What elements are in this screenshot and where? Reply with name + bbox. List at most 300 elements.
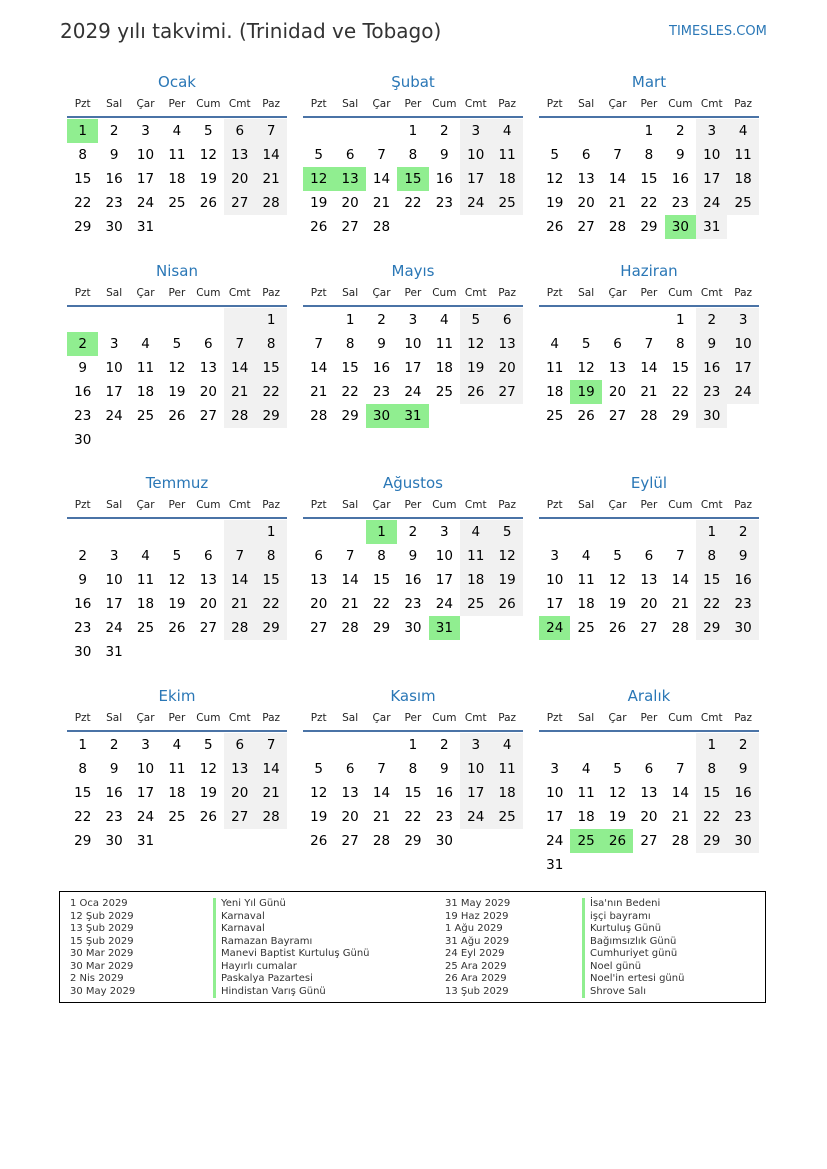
day-cell: 7 (377, 147, 386, 163)
weekday-label: Çar (608, 499, 627, 511)
day-cell: 6 (644, 548, 654, 564)
day-cell: 8 (676, 336, 685, 352)
day-cell: 17 (727, 356, 758, 380)
day-cell: 12 (491, 544, 522, 568)
day-cell: 26 (310, 833, 328, 849)
weekday-label: Çar (136, 287, 155, 299)
day-cell: 2 (377, 312, 386, 328)
day-cell: 23 (74, 408, 92, 424)
month-name: Eylül (630, 474, 668, 492)
day-cell: 25 (460, 592, 491, 616)
day-cell: 6 (345, 761, 355, 777)
day-cell: 4 (491, 119, 522, 143)
day-grid (303, 118, 523, 239)
legend-holiday-name: Shrove Salı (582, 986, 684, 999)
weekday-label: Cmt (464, 712, 487, 724)
empty-cell (633, 308, 664, 332)
day-cell: 10 (546, 572, 564, 588)
day-cell: 25 (168, 809, 186, 825)
day-cell: 5 (172, 548, 182, 564)
legend-holiday-name: Bağımsızlık Günü (582, 936, 684, 949)
legend-holiday-name: Karnaval (213, 911, 370, 924)
weekday-label: Per (168, 499, 186, 511)
day-cell: 1 (67, 119, 98, 143)
empty-cell (539, 308, 570, 332)
day-cell: 31 (546, 857, 564, 873)
weekday-label: Paz (734, 712, 753, 724)
day-cell: 16 (74, 384, 92, 400)
day-cell: 28 (341, 620, 359, 636)
day-cell: 1 (255, 308, 286, 332)
day-cell: 19 (199, 171, 217, 187)
day-cell: 24 (136, 195, 155, 211)
day-cell: 13 (224, 757, 255, 781)
day-cell: 27 (224, 191, 255, 215)
day-cell: 17 (546, 809, 564, 825)
day-cell: 14 (671, 572, 689, 588)
day-cell: 24 (727, 380, 758, 404)
empty-cell (602, 308, 633, 332)
empty-cell (193, 520, 224, 544)
day-cell: 31 (136, 833, 155, 849)
day-cell: 13 (640, 785, 658, 801)
day-cell: 13 (310, 572, 328, 588)
day-cell: 2 (696, 308, 727, 332)
weekday-label: Cmt (228, 98, 251, 110)
day-cell: 10 (404, 336, 422, 352)
weekday-label: Pzt (546, 499, 563, 511)
day-cell: 1 (408, 123, 418, 139)
empty-cell (633, 520, 664, 544)
day-cell: 19 (168, 596, 186, 612)
day-cell: 3 (550, 761, 559, 777)
day-cell: 27 (491, 380, 522, 404)
day-cell: 2 (440, 123, 449, 139)
day-cell: 31 (429, 616, 460, 640)
day-cell: 3 (109, 336, 119, 352)
day-cell: 4 (727, 119, 758, 143)
weekday-label: Pzt (310, 712, 327, 724)
weekday-label: Cmt (464, 287, 487, 299)
day-cell: 23 (727, 592, 758, 616)
day-cell: 27 (577, 219, 595, 235)
weekday-label: Per (404, 499, 422, 511)
month-12 (539, 686, 759, 877)
legend-holiday-name: işçi bayramı (582, 911, 684, 924)
weekday-label: Paz (262, 712, 281, 724)
day-cell: 9 (440, 147, 449, 163)
day-cell: 25 (491, 805, 522, 829)
day-cell: 24 (435, 596, 453, 612)
day-cell: 20 (491, 356, 522, 380)
weekday-label: Cum (196, 98, 221, 110)
day-cell: 6 (204, 336, 213, 352)
day-cell: 13 (224, 143, 255, 167)
empty-cell (130, 308, 161, 332)
day-cell: 23 (404, 596, 422, 612)
day-cell: 9 (78, 360, 87, 376)
weekday-label: Paz (734, 98, 753, 110)
day-cell: 1 (644, 123, 654, 139)
day-cell: 20 (224, 167, 255, 191)
empty-cell (570, 733, 601, 757)
weekday-label: Sal (578, 499, 595, 511)
day-cell: 16 (435, 171, 453, 187)
weekday-label: Cmt (228, 499, 251, 511)
month-name: Kasım (390, 687, 436, 705)
weekday-label: Cum (432, 712, 457, 724)
day-cell: 2 (109, 123, 119, 139)
day-cell: 20 (608, 384, 627, 400)
weekday-label: Çar (136, 712, 155, 724)
day-cell: 20 (224, 781, 255, 805)
day-cell: 4 (141, 548, 150, 564)
day-cell: 21 (341, 596, 359, 612)
weekday-label: Cmt (228, 287, 251, 299)
day-cell: 26 (310, 219, 328, 235)
day-cell: 5 (204, 123, 213, 139)
day-cell: 21 (255, 781, 286, 805)
day-cell: 18 (435, 360, 453, 376)
empty-cell (224, 520, 255, 544)
day-cell: 27 (640, 620, 658, 636)
legend-date: 13 Şub 2029 (70, 923, 134, 934)
weekday-label: Per (404, 712, 422, 724)
day-cell: 29 (404, 833, 422, 849)
day-cell: 25 (546, 408, 564, 424)
empty-cell (303, 520, 334, 544)
day-cell: 15 (341, 360, 359, 376)
brand-link[interactable]: TIMESLES.COM (669, 24, 767, 39)
weekday-label: Paz (734, 287, 753, 299)
day-cell: 7 (345, 548, 355, 564)
weekday-label: Paz (498, 287, 517, 299)
day-cell: 17 (136, 171, 155, 187)
day-cell: 29 (372, 620, 391, 636)
day-cell: 25 (136, 408, 155, 424)
day-cell: 7 (676, 548, 685, 564)
day-cell: 18 (136, 596, 155, 612)
day-cell: 5 (314, 147, 323, 163)
day-cell: 6 (224, 733, 255, 757)
day-cell: 20 (310, 596, 328, 612)
day-cell: 10 (727, 332, 758, 356)
day-cell: 7 (255, 119, 286, 143)
weekday-label: Paz (498, 712, 517, 724)
day-cell: 29 (696, 616, 727, 640)
day-cell: 9 (696, 332, 727, 356)
day-cell: 13 (640, 572, 658, 588)
day-cell: 17 (546, 596, 564, 612)
weekday-label: Paz (734, 499, 753, 511)
day-cell: 14 (640, 360, 658, 376)
weekday-header (539, 493, 759, 519)
day-cell: 13 (341, 785, 359, 801)
day-cell: 13 (199, 572, 217, 588)
day-cell: 19 (199, 785, 217, 801)
legend-date: 1 Oca 2029 (70, 898, 128, 909)
day-cell: 10 (136, 147, 155, 163)
empty-cell (539, 520, 570, 544)
day-cell: 26 (199, 809, 217, 825)
day-cell: 5 (550, 147, 559, 163)
day-cell: 14 (224, 356, 255, 380)
empty-cell (602, 733, 633, 757)
day-cell: 28 (671, 833, 689, 849)
day-cell: 11 (168, 761, 186, 777)
day-cell: 4 (440, 312, 449, 328)
month-4 (67, 261, 287, 452)
weekday-label: Cum (668, 98, 693, 110)
day-cell: 31 (105, 644, 123, 660)
day-cell: 14 (372, 171, 391, 187)
weekday-label: Paz (262, 287, 281, 299)
day-cell: 1 (696, 520, 727, 544)
day-cell: 6 (314, 548, 323, 564)
day-cell: 22 (696, 592, 727, 616)
weekday-label: Pzt (74, 98, 91, 110)
day-cell: 12 (310, 785, 328, 801)
empty-cell (570, 119, 601, 143)
day-cell: 18 (727, 167, 758, 191)
day-cell: 2 (727, 733, 758, 757)
day-cell: 29 (696, 829, 727, 853)
empty-cell (334, 733, 365, 757)
empty-cell (130, 520, 161, 544)
day-cell: 16 (105, 171, 123, 187)
day-cell: 9 (440, 761, 449, 777)
day-cell: 5 (314, 761, 323, 777)
day-cell: 3 (550, 548, 559, 564)
day-cell: 7 (377, 761, 386, 777)
day-cell: 21 (224, 380, 255, 404)
legend-date: 2 Nis 2029 (70, 973, 124, 984)
weekday-label: Cum (196, 499, 221, 511)
day-cell: 16 (727, 781, 758, 805)
day-cell: 8 (408, 147, 418, 163)
day-cell: 16 (74, 596, 92, 612)
legend-date: 26 Ara 2029 (445, 973, 507, 984)
day-cell: 29 (671, 408, 689, 424)
day-cell: 15 (397, 167, 428, 191)
day-cell: 1 (408, 737, 418, 753)
day-cell: 15 (640, 171, 658, 187)
day-cell: 29 (255, 404, 286, 428)
day-cell: 11 (435, 336, 453, 352)
empty-cell (602, 119, 633, 143)
day-cell: 3 (408, 312, 418, 328)
month-name: Şubat (391, 73, 435, 91)
day-cell: 24 (539, 616, 570, 640)
month-name: Haziran (620, 262, 678, 280)
day-cell: 8 (408, 761, 418, 777)
day-cell: 10 (460, 143, 491, 167)
month-9 (539, 473, 759, 640)
day-cell: 5 (581, 336, 591, 352)
day-cell: 8 (696, 757, 727, 781)
weekday-header (539, 281, 759, 307)
month-7 (67, 473, 287, 664)
day-cell: 30 (105, 833, 123, 849)
month-1 (67, 72, 287, 239)
day-cell: 11 (727, 143, 758, 167)
day-cell: 31 (696, 215, 727, 239)
weekday-label: Per (640, 499, 658, 511)
weekday-label: Per (640, 712, 658, 724)
empty-cell (570, 520, 601, 544)
day-cell: 21 (255, 167, 286, 191)
weekday-label: Çar (372, 712, 391, 724)
day-cell: 16 (372, 360, 391, 376)
weekday-label: Sal (342, 287, 359, 299)
day-cell: 11 (546, 360, 564, 376)
empty-cell (366, 733, 397, 757)
day-cell: 4 (581, 761, 591, 777)
day-cell: 28 (372, 833, 391, 849)
day-cell: 20 (341, 809, 359, 825)
weekday-header (67, 493, 287, 519)
legend-date: 30 May 2029 (70, 985, 136, 997)
day-cell: 18 (491, 167, 522, 191)
weekday-label: Cum (668, 712, 693, 724)
weekday-label: Cmt (464, 98, 487, 110)
day-cell: 21 (671, 809, 689, 825)
empty-cell (334, 520, 365, 544)
day-cell: 30 (74, 432, 92, 448)
day-cell: 18 (577, 809, 595, 825)
day-cell: 30 (435, 833, 453, 849)
day-cell: 11 (460, 544, 491, 568)
day-cell: 26 (546, 219, 564, 235)
empty-cell (161, 520, 192, 544)
day-cell: 6 (345, 147, 355, 163)
day-cell: 10 (435, 548, 453, 564)
day-cell: 15 (696, 781, 727, 805)
weekday-label: Cum (196, 712, 221, 724)
legend-right-dates (445, 898, 510, 998)
empty-cell (303, 308, 334, 332)
weekday-label: Sal (106, 287, 123, 299)
day-cell: 5 (491, 520, 522, 544)
day-cell: 22 (255, 380, 286, 404)
day-cell: 5 (613, 548, 622, 564)
day-cell: 14 (608, 171, 627, 187)
day-cell: 5 (460, 308, 491, 332)
day-cell: 27 (341, 833, 359, 849)
day-cell: 22 (74, 195, 92, 211)
legend-holiday-name: Ramazan Bayramı (213, 936, 370, 949)
day-cell: 1 (366, 520, 397, 544)
day-cell: 18 (136, 384, 155, 400)
day-cell: 8 (345, 336, 355, 352)
day-cell: 9 (109, 761, 119, 777)
day-cell: 4 (141, 336, 150, 352)
weekday-label: Pzt (546, 287, 563, 299)
day-cell: 27 (199, 620, 217, 636)
day-cell: 19 (168, 384, 186, 400)
day-cell: 13 (577, 171, 595, 187)
day-grid (539, 307, 759, 428)
day-cell: 5 (172, 336, 182, 352)
day-cell: 25 (577, 620, 595, 636)
day-cell: 24 (460, 805, 491, 829)
weekday-label: Sal (578, 98, 595, 110)
day-cell: 11 (577, 785, 595, 801)
legend-holiday-name: Kurtuluş Günü (582, 923, 684, 936)
weekday-label: Sal (578, 712, 595, 724)
day-cell: 11 (136, 572, 155, 588)
day-cell: 10 (105, 572, 123, 588)
month-3 (539, 72, 759, 239)
day-cell: 22 (341, 384, 359, 400)
day-cell: 21 (372, 809, 391, 825)
weekday-label: Çar (372, 287, 391, 299)
day-cell: 25 (727, 191, 758, 215)
day-cell: 27 (224, 805, 255, 829)
day-cell: 17 (105, 596, 123, 612)
day-cell: 4 (460, 520, 491, 544)
day-cell: 19 (608, 596, 627, 612)
legend-date: 13 Şub 2029 (445, 985, 509, 997)
day-cell: 11 (491, 143, 522, 167)
day-cell: 8 (78, 761, 87, 777)
weekday-label: Çar (372, 499, 391, 511)
day-cell: 19 (460, 356, 491, 380)
day-cell: 24 (404, 384, 422, 400)
day-cell: 9 (727, 757, 758, 781)
legend-holiday-name: Karnaval (213, 923, 370, 936)
day-cell: 30 (366, 404, 397, 428)
day-cell: 25 (136, 620, 155, 636)
day-cell: 7 (644, 336, 654, 352)
empty-cell (98, 308, 129, 332)
day-cell: 13 (608, 360, 627, 376)
weekday-label: Per (640, 98, 658, 110)
day-cell: 29 (255, 616, 286, 640)
weekday-label: Per (168, 98, 186, 110)
legend-date: 12 Şub 2029 (70, 910, 134, 922)
weekday-label: Sal (106, 712, 123, 724)
day-cell: 21 (372, 195, 391, 211)
day-grid (67, 118, 287, 239)
day-cell: 3 (109, 548, 119, 564)
day-cell: 23 (435, 195, 453, 211)
day-cell: 28 (224, 616, 255, 640)
legend-holiday-name: Hindistan Varış Günü (213, 986, 370, 999)
weekday-label: Cum (668, 287, 693, 299)
day-cell: 14 (372, 785, 391, 801)
day-cell: 11 (577, 572, 595, 588)
day-cell: 4 (581, 548, 591, 564)
day-cell: 22 (671, 384, 689, 400)
weekday-label: Cmt (228, 712, 251, 724)
weekday-label: Çar (608, 712, 627, 724)
month-10 (67, 686, 287, 853)
weekday-label: Cmt (700, 499, 723, 511)
weekday-label: Cmt (464, 499, 487, 511)
day-cell: 22 (640, 195, 658, 211)
day-cell: 23 (105, 809, 123, 825)
day-cell: 22 (404, 809, 422, 825)
weekday-label: Pzt (74, 287, 91, 299)
legend-date: 19 Haz 2029 (445, 910, 509, 922)
day-cell: 5 (613, 761, 622, 777)
weekday-header (539, 92, 759, 118)
day-cell: 15 (696, 568, 727, 592)
day-cell: 30 (105, 219, 123, 235)
day-grid (67, 307, 287, 452)
day-cell: 2 (109, 737, 119, 753)
